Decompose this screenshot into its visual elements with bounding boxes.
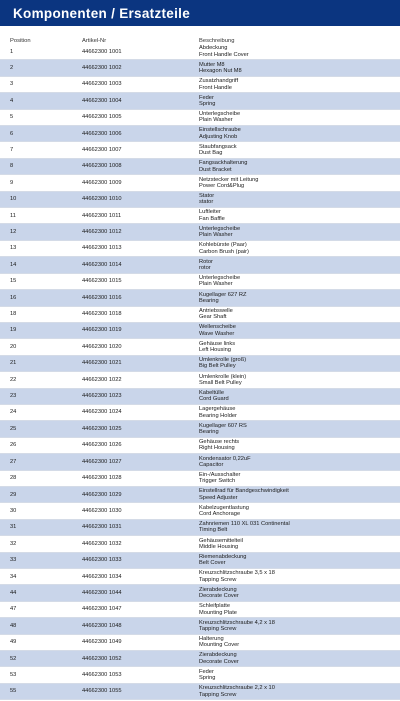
description-cell — [199, 193, 400, 206]
description-cell — [199, 324, 400, 337]
table-row — [0, 192, 400, 208]
description-cell — [199, 521, 400, 534]
table-row — [0, 77, 400, 93]
article-number-cell: 44662300 1048 — [82, 622, 122, 629]
article-number-cell: 44662300 1034 — [82, 573, 122, 580]
description-cell — [199, 62, 400, 75]
position-cell: 13 — [10, 245, 17, 252]
description-german: Schleifplatte — [199, 603, 230, 610]
position-cell: 33 — [10, 557, 17, 564]
position-cell: 7 — [10, 146, 14, 153]
description-german: Kabelzugentlastung — [199, 504, 249, 511]
description-cell — [199, 242, 400, 255]
table-row — [0, 602, 400, 618]
page-title: Komponenten / Ersatzteile — [13, 5, 191, 21]
table-row — [0, 667, 400, 683]
description-english: Spring — [199, 675, 216, 682]
description-german: Unterlegscheibe — [199, 275, 241, 282]
position-cell: 12 — [10, 229, 17, 236]
position-cell: 25 — [10, 425, 17, 432]
description-german: Umlenkrolle (groß) — [199, 357, 247, 364]
table-row — [0, 684, 400, 700]
table-row — [0, 635, 400, 651]
position-cell: 31 — [10, 524, 17, 531]
table-row — [0, 585, 400, 601]
description-german: Stator — [199, 193, 215, 200]
description-german: Einstellrad für Bandgeschwindigkeit — [199, 488, 289, 495]
article-number-cell: 44662300 1052 — [82, 655, 122, 662]
table-row — [0, 175, 400, 191]
table-row — [0, 142, 400, 158]
table-row — [0, 421, 400, 437]
article-number-cell: 44662300 1004 — [82, 97, 122, 104]
description-english: Bearing — [199, 297, 219, 304]
article-number-cell: 44662300 1009 — [82, 179, 122, 186]
description-cell — [199, 570, 400, 583]
description-german: Riemenabdeckung — [199, 554, 247, 560]
table-row — [0, 93, 400, 109]
article-number-cell: 44662300 1044 — [82, 589, 122, 596]
table-row — [0, 356, 400, 372]
table-row — [0, 536, 400, 552]
description-english: Trigger Switch — [199, 478, 236, 485]
description-german: Zusatzhandgriff — [199, 78, 239, 85]
description-english: Dust Bag — [199, 150, 223, 157]
position-cell: 53 — [10, 671, 17, 678]
description-cell — [199, 78, 400, 91]
description-german: Kabeltülle — [199, 389, 224, 396]
description-cell — [199, 652, 400, 665]
description-german: Fangsackhalterung — [199, 160, 248, 167]
description-german: Antriebswelle — [199, 307, 233, 314]
table-row — [0, 651, 400, 667]
description-english: Tapping Screw — [199, 691, 237, 698]
description-english: Small Belt Pulley — [199, 379, 242, 386]
table-row — [0, 503, 400, 519]
description-english: stator — [199, 199, 214, 206]
position-cell: 8 — [10, 163, 14, 170]
description-cell — [199, 603, 400, 616]
description-cell — [199, 226, 400, 239]
description-english: Plain Washer — [199, 281, 233, 288]
article-number-cell: 44662300 1026 — [82, 442, 122, 449]
article-number-cell: 44662300 1047 — [82, 606, 122, 613]
parts-table — [0, 26, 400, 700]
position-cell: 44 — [10, 589, 17, 596]
description-cell — [199, 292, 400, 305]
description-cell — [199, 488, 400, 501]
description-cell — [199, 374, 400, 387]
description-german: Zierabdeckung — [199, 586, 237, 593]
description-german: Netzstecker mit Leitung — [199, 176, 259, 183]
table-row — [0, 60, 400, 76]
position-cell: 5 — [10, 114, 14, 121]
description-english: Mounting Cover — [199, 642, 240, 649]
position-cell: 16 — [10, 294, 17, 301]
description-english: Bearing — [199, 429, 219, 436]
position-cell: 22 — [10, 376, 17, 383]
article-number-cell: 44662300 1010 — [82, 196, 122, 203]
description-cell — [199, 390, 400, 403]
description-cell — [199, 554, 400, 567]
position-cell: 47 — [10, 606, 17, 613]
description-german: Gehäuse links — [199, 340, 236, 347]
description-german: Abdeckung — [199, 45, 228, 52]
description-english: Cord Guard — [199, 396, 229, 403]
article-number-cell: 44662300 1031 — [82, 524, 122, 531]
description-english: Speed Adjuster — [199, 494, 238, 501]
table-row — [0, 454, 400, 470]
description-english: Tapping Screw — [199, 576, 237, 583]
position-cell: 32 — [10, 540, 17, 547]
article-number-cell: 44662300 1028 — [82, 475, 122, 482]
table-body — [0, 44, 400, 700]
article-number-cell: 44662300 1029 — [82, 491, 122, 498]
article-number-cell: 44662300 1011 — [82, 212, 122, 219]
description-cell — [199, 620, 400, 633]
description-cell — [199, 95, 400, 108]
article-number-cell: 44662300 1020 — [82, 343, 122, 350]
description-german: Umlenkrolle (klein) — [199, 373, 247, 380]
article-number-cell: 44662300 1015 — [82, 278, 122, 285]
table-row — [0, 471, 400, 487]
table-row — [0, 372, 400, 388]
position-cell: 9 — [10, 179, 14, 186]
description-cell — [199, 439, 400, 452]
description-german: Lagergehäuse — [199, 406, 236, 413]
article-number-cell: 44662300 1053 — [82, 671, 122, 678]
description-english: Fan Baffle — [199, 215, 225, 222]
position-cell: 4 — [10, 97, 14, 104]
description-english: Carbon Brush (pair) — [199, 248, 249, 255]
description-cell — [199, 127, 400, 140]
description-english: Spring — [199, 100, 216, 107]
description-english: Left Housing — [199, 347, 231, 354]
table-header — [0, 26, 400, 44]
description-german: Ein-/Ausschalter — [199, 471, 241, 478]
description-german: Halterung — [199, 636, 224, 643]
table-row — [0, 487, 400, 503]
description-cell — [199, 45, 400, 58]
position-cell: 55 — [10, 688, 17, 695]
table-row — [0, 257, 400, 273]
position-cell: 49 — [10, 639, 17, 646]
position-cell: 20 — [10, 343, 17, 350]
description-cell — [199, 357, 400, 370]
description-english: Big Belt Pulley — [199, 363, 236, 370]
description-english: Wave Washer — [199, 330, 235, 337]
description-english: Mounting Plate — [199, 609, 237, 616]
article-number-cell: 44662300 1019 — [82, 327, 122, 334]
description-german: Kugellager 627 RZ — [199, 291, 247, 298]
position-cell: 19 — [10, 327, 17, 334]
description-cell — [199, 587, 400, 600]
position-cell: 24 — [10, 409, 17, 416]
description-cell — [199, 209, 400, 222]
description-cell — [199, 160, 400, 173]
description-cell — [199, 275, 400, 288]
column-header-description: Beschreibung — [199, 38, 235, 44]
article-number-cell: 44662300 1008 — [82, 163, 122, 170]
article-number-cell: 44662300 1049 — [82, 639, 122, 646]
description-cell — [199, 505, 400, 518]
article-number-cell: 44662300 1023 — [82, 393, 122, 400]
table-row — [0, 323, 400, 339]
article-number-cell: 44662300 1055 — [82, 688, 122, 695]
position-cell: 52 — [10, 655, 17, 662]
description-cell — [199, 456, 400, 469]
position-cell: 6 — [10, 130, 14, 137]
position-cell: 27 — [10, 458, 17, 465]
description-cell — [199, 423, 400, 436]
position-cell: 14 — [10, 261, 17, 268]
article-number-cell: 44662300 1016 — [82, 294, 122, 301]
table-row — [0, 339, 400, 355]
article-number-cell: 44662300 1005 — [82, 114, 122, 121]
description-english: Front Handle — [199, 84, 232, 91]
description-english: Decorate Cover — [199, 658, 239, 665]
description-english: Middle Housing — [199, 543, 239, 550]
table-row — [0, 307, 400, 323]
table-row — [0, 208, 400, 224]
article-number-cell: 44662300 1025 — [82, 425, 122, 432]
position-cell: 15 — [10, 278, 17, 285]
position-cell: 18 — [10, 311, 17, 318]
description-german: Feder — [199, 94, 214, 101]
description-german: Zierabdeckung — [199, 652, 237, 659]
description-german: Luftleiter — [199, 209, 221, 216]
description-german: Zahnriemen 110 XL 031 Continental — [199, 521, 290, 528]
description-english: Capacitor — [199, 461, 224, 468]
article-number-cell: 44662300 1001 — [82, 48, 122, 55]
position-cell: 29 — [10, 491, 17, 498]
position-cell: 23 — [10, 393, 17, 400]
description-german: Staubfangsack — [199, 143, 237, 150]
description-cell — [199, 259, 400, 272]
article-number-cell: 44662300 1033 — [82, 557, 122, 564]
description-german: Unterlegscheibe — [199, 225, 241, 232]
article-number-cell: 44662300 1012 — [82, 229, 122, 236]
description-cell — [199, 669, 400, 682]
description-cell — [199, 341, 400, 354]
description-cell — [199, 406, 400, 419]
article-number-cell: 44662300 1024 — [82, 409, 122, 416]
table-row — [0, 110, 400, 126]
column-header-position: Position — [10, 38, 31, 44]
description-english: Adjusting Knob — [199, 133, 238, 140]
column-header-article: Artikel-Nr — [82, 38, 107, 44]
table-row — [0, 569, 400, 585]
article-number-cell: 44662300 1003 — [82, 81, 122, 88]
description-german: Kondensator 0,22uF — [199, 455, 251, 462]
description-cell — [199, 472, 400, 485]
position-cell: 11 — [10, 212, 16, 219]
position-cell: 1 — [10, 48, 14, 55]
description-german: Kohlebürste (Paar) — [199, 242, 247, 249]
position-cell: 28 — [10, 475, 17, 482]
position-cell: 48 — [10, 622, 17, 629]
article-number-cell: 44662300 1030 — [82, 507, 122, 514]
article-number-cell: 44662300 1002 — [82, 64, 122, 71]
description-english: Hexagon Nut M8 — [199, 68, 242, 75]
position-cell: 21 — [10, 360, 17, 367]
table-row — [0, 274, 400, 290]
table-row — [0, 553, 400, 569]
table-row — [0, 44, 400, 60]
description-english: Decorate Cover — [199, 593, 239, 600]
description-german: Unterlegscheibe — [199, 111, 241, 118]
article-number-cell: 44662300 1013 — [82, 245, 122, 252]
table-row — [0, 241, 400, 257]
position-cell: 10 — [10, 196, 17, 203]
table-row — [0, 290, 400, 306]
description-english: Gear Shaft — [199, 314, 227, 321]
table-row — [0, 224, 400, 240]
description-german: Feder — [199, 668, 214, 675]
title-bar — [0, 0, 400, 26]
table-row — [0, 126, 400, 142]
position-cell: 26 — [10, 442, 17, 449]
description-english: Cord Anchorage — [199, 511, 241, 518]
description-german: Rotor — [199, 258, 213, 265]
description-english: Belt Cover — [199, 560, 226, 567]
article-number-cell: 44662300 1007 — [82, 146, 122, 153]
table-row — [0, 438, 400, 454]
description-english: Timing Belt — [199, 527, 228, 534]
article-number-cell: 44662300 1014 — [82, 261, 122, 268]
description-german: Wellenscheibe — [199, 324, 236, 331]
description-cell — [199, 144, 400, 157]
description-english: rotor — [199, 264, 211, 271]
position-cell: 30 — [10, 507, 17, 514]
article-number-cell: 44662300 1022 — [82, 376, 122, 383]
position-cell: 3 — [10, 81, 14, 88]
article-number-cell: 44662300 1018 — [82, 311, 122, 318]
description-german: Einstellschraube — [199, 127, 241, 134]
description-german: Kreuzschlitzschraube 3,5 x 18 — [199, 570, 275, 577]
description-cell — [199, 538, 400, 551]
table-row — [0, 159, 400, 175]
description-english: Dust Bracket — [199, 166, 232, 173]
description-english: Power Cord&Plug — [199, 182, 245, 189]
description-german: Gehäusemittelteil — [199, 537, 243, 544]
description-german: Kreuzschlitzschraube 2,2 x 10 — [199, 685, 275, 692]
article-number-cell: 44662300 1021 — [82, 360, 122, 367]
position-cell: 2 — [10, 64, 14, 71]
description-german: Kugellager 607 RS — [199, 422, 247, 429]
description-english: Right Housing — [199, 445, 235, 452]
description-german: Gehäuse rechts — [199, 439, 240, 446]
description-cell — [199, 177, 400, 190]
description-english: Plain Washer — [199, 232, 233, 239]
description-cell — [199, 636, 400, 649]
description-cell — [199, 685, 400, 698]
description-german: Mutter M8 — [199, 61, 225, 68]
article-number-cell: 44662300 1006 — [82, 130, 122, 137]
article-number-cell: 44662300 1027 — [82, 458, 122, 465]
description-cell — [199, 111, 400, 124]
table-row — [0, 389, 400, 405]
description-english: Plain Washer — [199, 117, 233, 124]
table-row — [0, 520, 400, 536]
position-cell: 34 — [10, 573, 17, 580]
description-english: Front Handle Cover — [199, 51, 249, 58]
article-number-cell: 44662300 1032 — [82, 540, 122, 547]
description-english: Tapping Screw — [199, 625, 237, 632]
description-cell — [199, 308, 400, 321]
description-english: Bearing Holder — [199, 412, 237, 419]
table-row — [0, 618, 400, 634]
table-row — [0, 405, 400, 421]
description-german: Kreuzschlitzschraube 4,2 x 18 — [199, 619, 275, 626]
